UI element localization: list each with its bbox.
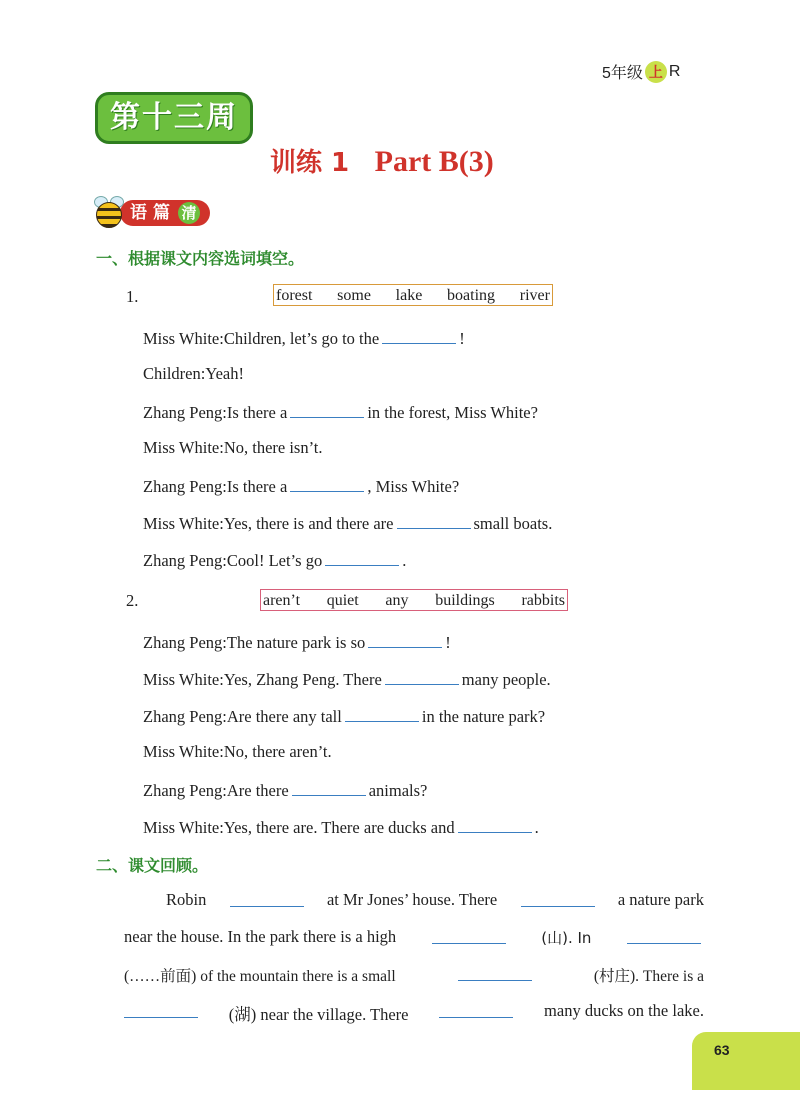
answer-blank[interactable] xyxy=(325,549,399,566)
word-bank-item: quiet xyxy=(326,592,359,609)
week-banner: 第十三周 xyxy=(95,92,253,144)
section2-heading: 二、课文回顾。 xyxy=(96,856,209,875)
review-line-1: Robin at Mr Jones’ house. There a nature park xyxy=(166,890,704,909)
q1-line-1: Miss White:Children, let’s go to the ! xyxy=(143,329,465,348)
bee-icon xyxy=(92,196,124,230)
word-bank-item: some xyxy=(337,287,371,304)
grade-term-circle: 上 xyxy=(645,61,667,83)
section1-heading: 一、根据课文内容选词填空。 xyxy=(96,249,305,268)
word-bank-item: buildings xyxy=(435,592,495,609)
q1-line-7: Zhang Peng:Cool! Let’s go . xyxy=(143,551,407,570)
answer-blank[interactable] xyxy=(458,816,532,833)
word-bank-item: lake xyxy=(395,287,423,304)
word-bank-item: any xyxy=(385,592,409,609)
badge-pill xyxy=(120,200,210,226)
q2-word-box xyxy=(260,589,568,611)
q1-line-5: Zhang Peng:Is there a , Miss White? xyxy=(143,477,460,496)
answer-blank[interactable] xyxy=(385,668,459,685)
q1-number: 1. xyxy=(126,287,139,306)
q2-line-5: Zhang Peng:Are there animals? xyxy=(143,781,428,800)
title-cn: 训练 1 xyxy=(270,148,350,178)
review-line-3: (……前面) of the mountain there is a small (村庄). There is a xyxy=(124,964,704,986)
q1-line-2: Children:Yeah! xyxy=(143,364,244,383)
answer-blank[interactable] xyxy=(432,927,506,944)
answer-blank[interactable] xyxy=(627,927,701,944)
section-badge xyxy=(92,196,210,230)
badge-label: 语篇 xyxy=(130,203,176,223)
page-title xyxy=(270,142,494,179)
answer-blank[interactable] xyxy=(458,964,532,981)
word-bank-item: boating xyxy=(447,287,496,304)
answer-blank[interactable] xyxy=(290,475,364,492)
word-bank-item: rabbits xyxy=(521,592,565,609)
answer-blank[interactable] xyxy=(439,1001,513,1018)
answer-blank[interactable] xyxy=(230,890,304,907)
answer-blank[interactable] xyxy=(345,705,419,722)
title-en: Part B(3) xyxy=(374,145,494,178)
word-bank-item: forest xyxy=(276,287,313,304)
grade-suffix: R xyxy=(668,62,681,80)
q2-line-3: Zhang Peng:Are there any tall in the nature park? xyxy=(143,707,546,726)
answer-blank[interactable] xyxy=(521,890,595,907)
grade-label xyxy=(602,60,680,83)
q2-line-2: Miss White:Yes, Zhang Peng. There many people. xyxy=(143,670,551,689)
q1-word-box xyxy=(273,284,553,306)
q2-line-6: Miss White:Yes, there are. There are ducks and . xyxy=(143,818,539,837)
page-number: 63 xyxy=(692,1032,800,1090)
q2-line-4: Miss White:No, there aren’t. xyxy=(143,742,332,761)
q1-line-4: Miss White:No, there isn’t. xyxy=(143,438,323,457)
badge-end-circle: 清 xyxy=(178,202,200,224)
answer-blank[interactable] xyxy=(368,631,442,648)
answer-blank[interactable] xyxy=(292,779,366,796)
review-line-2: near the house. In the park there is a high (山). In xyxy=(124,927,704,948)
answer-blank[interactable] xyxy=(397,512,471,529)
q1-line-6: Miss White:Yes, there is and there are small boats. xyxy=(143,514,553,533)
q2-line-1: Zhang Peng:The nature park is so ! xyxy=(143,633,451,652)
word-bank-item: aren’t xyxy=(263,592,301,609)
word-bank-item: river xyxy=(519,287,550,304)
q2-number: 2. xyxy=(126,591,139,610)
grade-prefix: 5年级 xyxy=(602,65,643,82)
answer-blank[interactable] xyxy=(124,1001,198,1018)
answer-blank[interactable] xyxy=(382,327,456,344)
q1-line-3: Zhang Peng:Is there a in the forest, Miss White? xyxy=(143,403,538,422)
answer-blank[interactable] xyxy=(290,401,364,418)
review-line-4: (湖) near the village. There many ducks on the lake. xyxy=(124,1001,704,1025)
